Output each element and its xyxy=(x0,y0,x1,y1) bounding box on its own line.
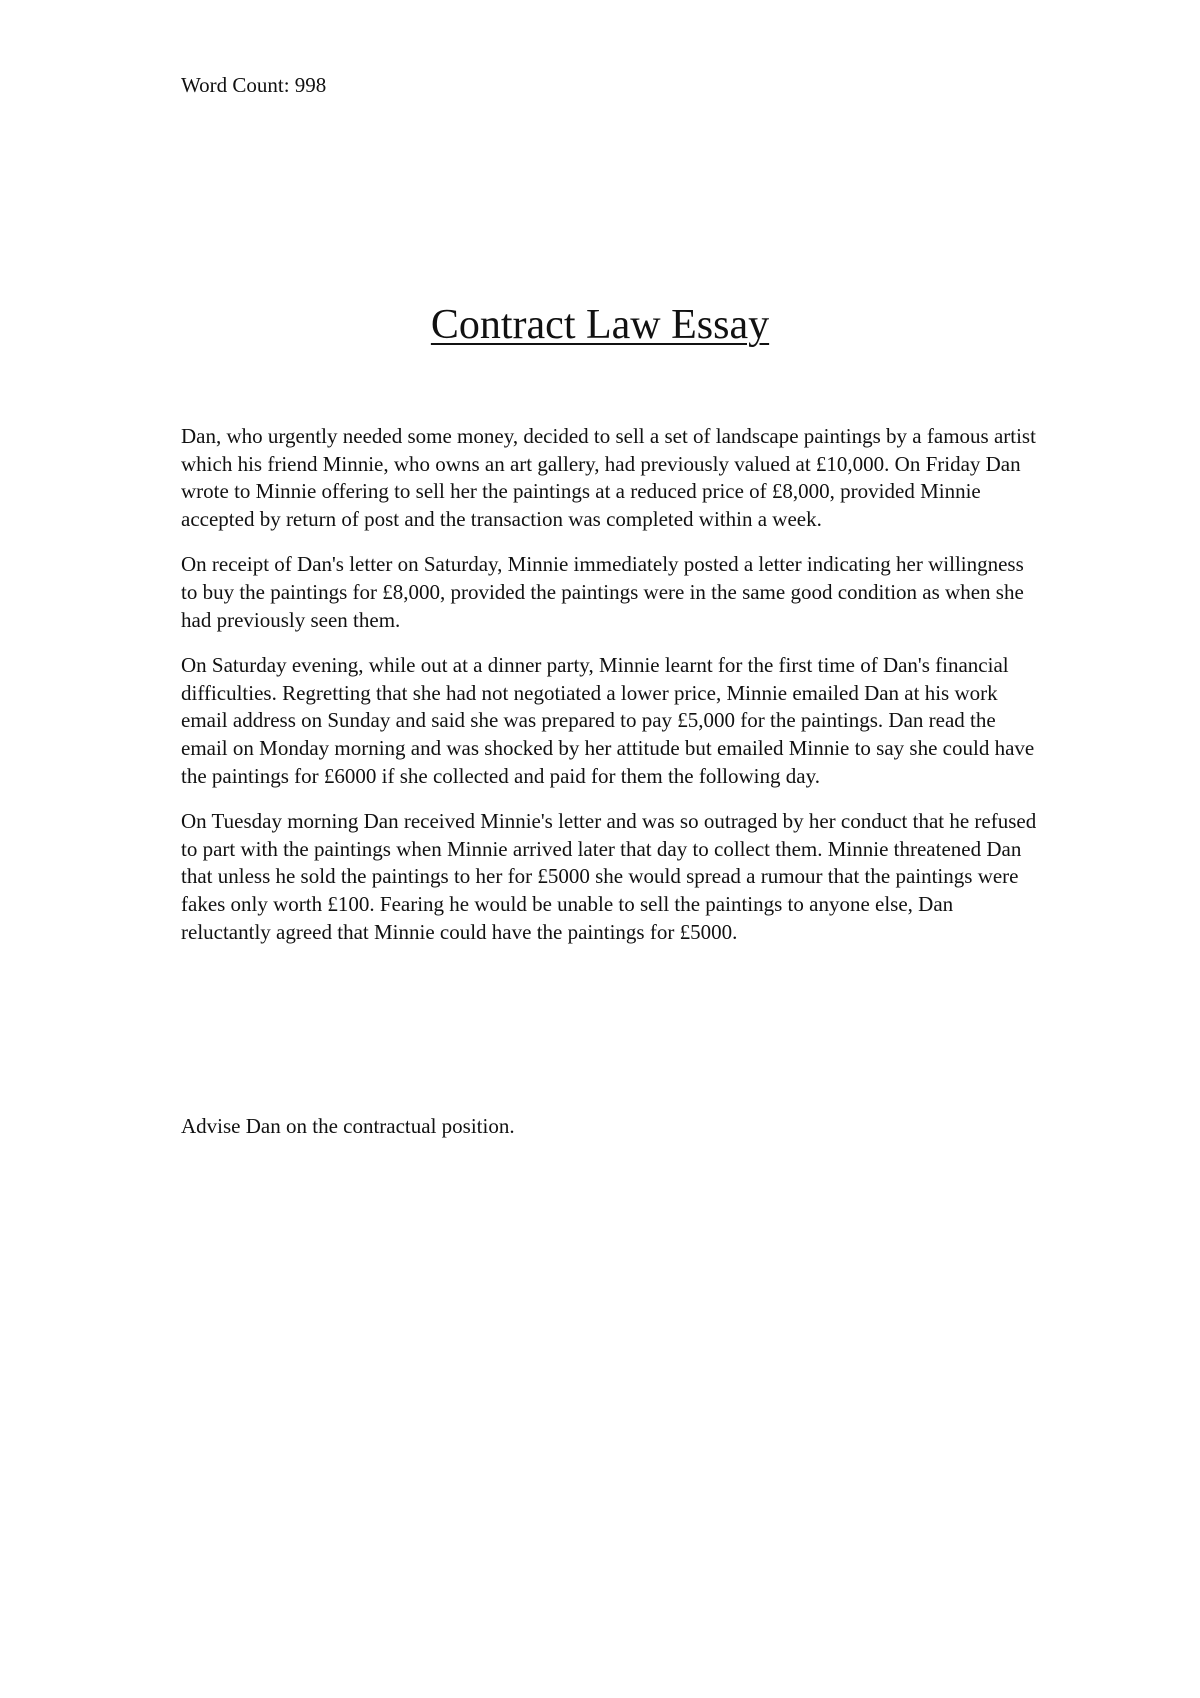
paragraph-1: Dan, who urgently needed some money, decided to sell a set of landscape paintings by a famous artist which his friend Minnie, who owns an art gallery, had previously valued at £10,000. On Friday Dan wrote to Minnie offering to sell her the paintings at a reduced price of £8,000, provided Minnie accepted by return of post and the transaction was completed within a week. xyxy=(181,424,1036,531)
closing-instruction: Advise Dan on the contractual position. xyxy=(181,1114,515,1138)
paragraph-2: On receipt of Dan's letter on Saturday, Minnie immediately posted a letter indicating her willingness to buy the paintings for £8,000, provided the paintings were in the same good condition as when she had previously seen them. xyxy=(181,552,1024,632)
document-title: Contract Law Essay xyxy=(430,302,770,348)
paragraph-4: On Tuesday morning Dan received Minnie's letter and was so outraged by her conduct that he refused to part with the paintings when Minnie arrived later that day to collect them. Minnie threatened Dan that unless he sold the paintings to her for £5000 she would spread a rumour that the paintings were fakes only worth £100. Fearing he would be unable to sell the paintings to anyone else, Dan reluctantly agreed that Minnie could have the paintings for £5000. xyxy=(181,809,1037,944)
word-count: Word Count: 998 xyxy=(181,73,327,97)
paragraph-3: On Saturday evening, while out at a dinner party, Minnie learnt for the first time of Dan's financial difficulties. Regretting that she had not negotiated a lower price, Minnie emailed Dan at his work email address on Sunday and said she was prepared to pay £5,000 for the paintings. Dan read the email on Monday morning and was shocked by her attitude but emailed Minnie to say she could have the paintings for £6000 if she collected and paid for them the following day. xyxy=(181,653,1035,788)
essay-body xyxy=(181,423,1041,964)
